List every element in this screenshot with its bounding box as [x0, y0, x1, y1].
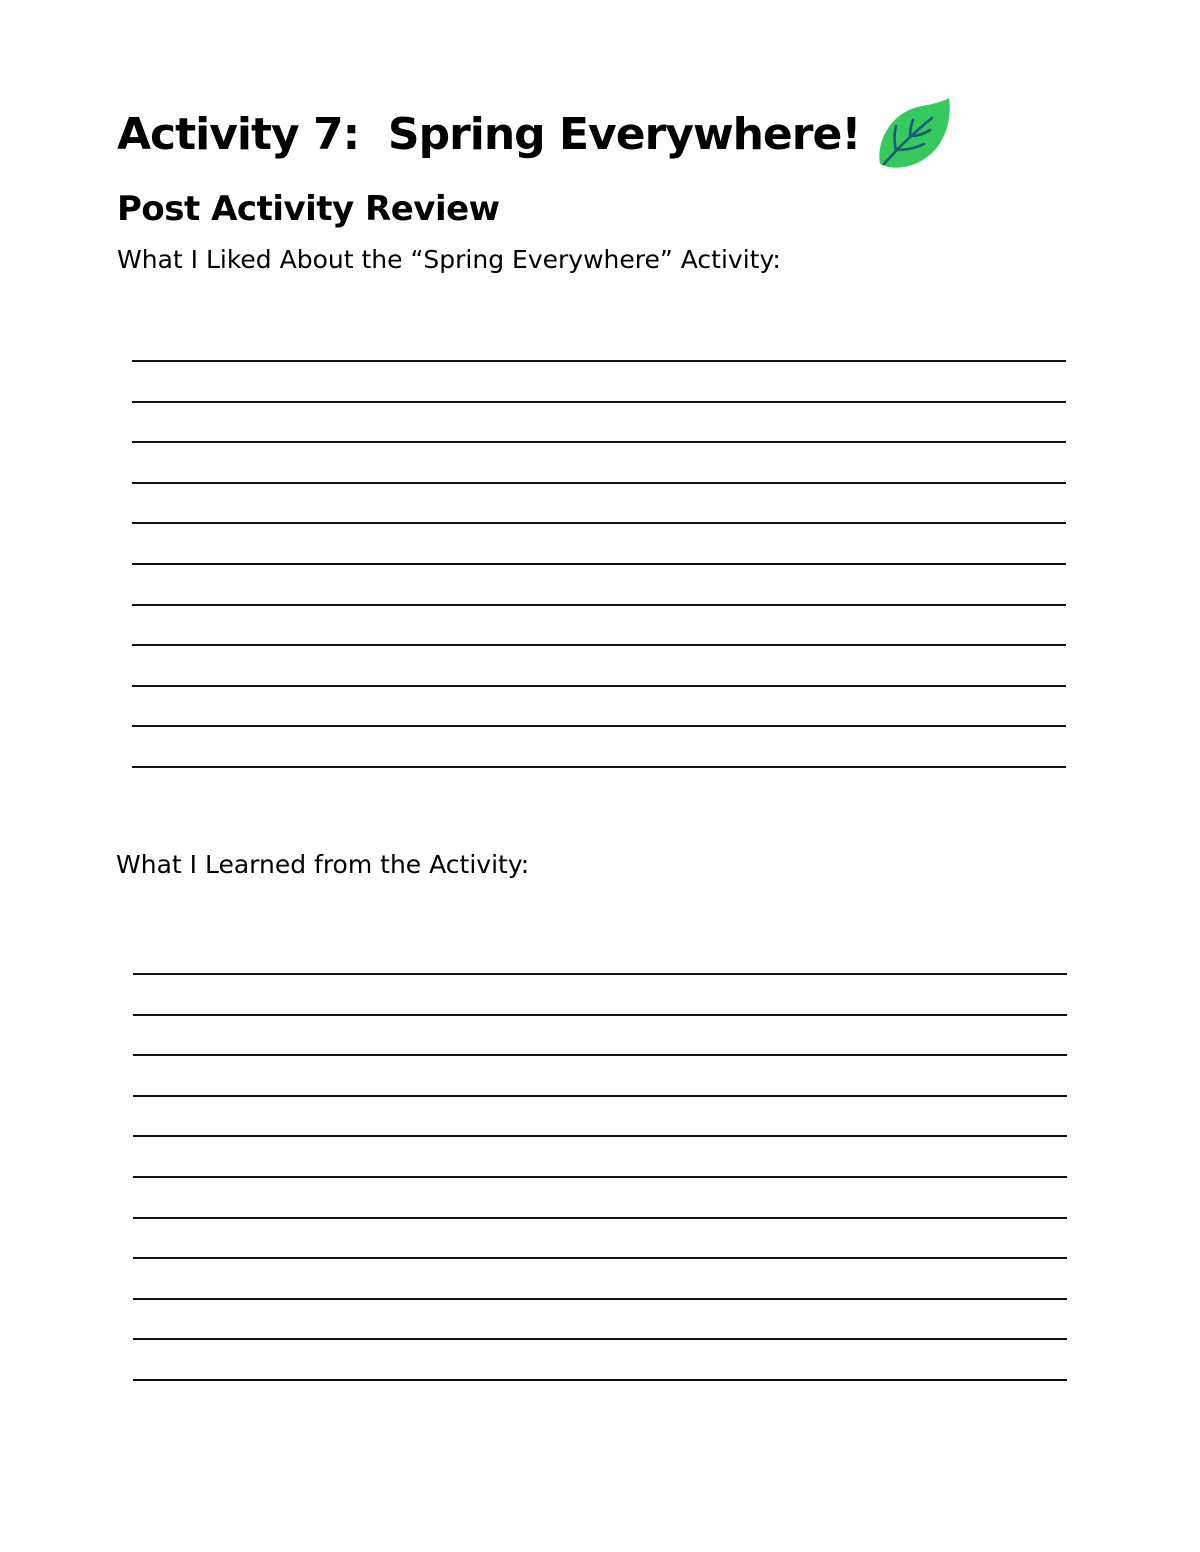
- page-subtitle: Post Activity Review: [117, 189, 500, 229]
- liked-prompt: What I Liked About the “Spring Everywhere” Activity:: [117, 245, 781, 274]
- learned-writing-lines: [133, 973, 1067, 1420]
- leaf-icon: [874, 98, 950, 172]
- title-row: [117, 98, 950, 172]
- writing-line[interactable]: [132, 522, 1066, 524]
- writing-line[interactable]: [132, 766, 1066, 768]
- writing-line[interactable]: [133, 1298, 1067, 1300]
- writing-line[interactable]: [133, 1338, 1067, 1340]
- writing-line[interactable]: [133, 1135, 1067, 1137]
- writing-line[interactable]: [132, 563, 1066, 565]
- writing-line[interactable]: [132, 644, 1066, 646]
- writing-line[interactable]: [132, 604, 1066, 606]
- writing-line[interactable]: [132, 482, 1066, 484]
- writing-line[interactable]: [132, 401, 1066, 403]
- writing-line[interactable]: [133, 1257, 1067, 1259]
- page-title: Activity 7: Spring Everywhere!: [117, 109, 861, 160]
- writing-line[interactable]: [133, 1014, 1067, 1016]
- writing-line[interactable]: [133, 973, 1067, 975]
- writing-line[interactable]: [133, 1379, 1067, 1381]
- writing-line[interactable]: [132, 441, 1066, 443]
- writing-line[interactable]: [132, 360, 1066, 362]
- learned-prompt: What I Learned from the Activity:: [116, 850, 530, 879]
- writing-line[interactable]: [133, 1176, 1067, 1178]
- writing-line[interactable]: [132, 725, 1066, 727]
- writing-line[interactable]: [132, 685, 1066, 687]
- writing-line[interactable]: [133, 1054, 1067, 1056]
- writing-line[interactable]: [133, 1095, 1067, 1097]
- liked-writing-lines: [132, 360, 1066, 807]
- writing-line[interactable]: [133, 1217, 1067, 1219]
